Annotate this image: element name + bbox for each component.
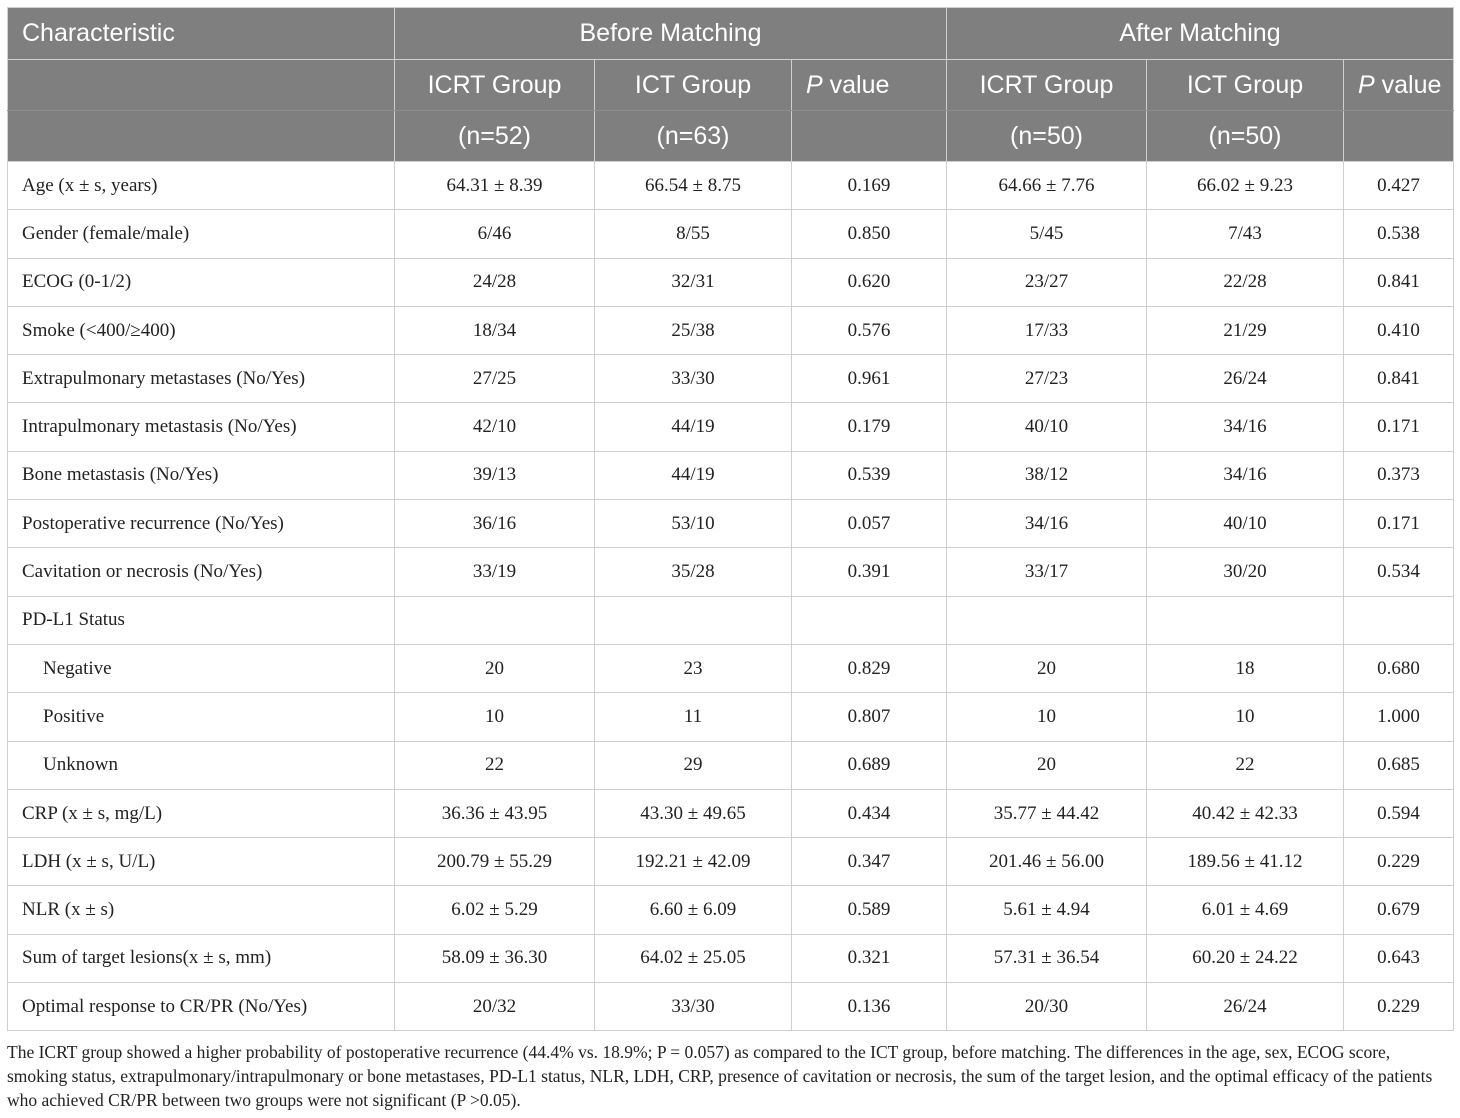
before-icrt-value: 24/28 xyxy=(395,258,595,306)
before-p-value: 0.589 xyxy=(792,886,947,934)
table-row xyxy=(8,500,1454,548)
header-empty-cell xyxy=(1344,111,1454,162)
row-label: Unknown xyxy=(8,741,395,789)
after-p-value: 1.000 xyxy=(1344,693,1454,741)
after-icrt-value: 57.31 ± 36.54 xyxy=(947,934,1147,982)
before-ict-value: 192.21 ± 42.09 xyxy=(595,838,792,886)
before-icrt-value: 27/25 xyxy=(395,355,595,403)
table-row xyxy=(8,741,1454,789)
header-empty-cell xyxy=(8,60,395,111)
before-icrt-value: 200.79 ± 55.29 xyxy=(395,838,595,886)
after-p-value: 0.680 xyxy=(1344,644,1454,692)
row-label: Intrapulmonary metastasis (No/Yes) xyxy=(8,403,395,451)
after-p-value: 0.538 xyxy=(1344,210,1454,258)
before-ict-value: 44/19 xyxy=(595,403,792,451)
before-p-value: 0.321 xyxy=(792,934,947,982)
table-row xyxy=(8,644,1454,692)
table-row xyxy=(8,210,1454,258)
after-ict-value: 34/16 xyxy=(1147,451,1344,499)
row-label: Positive xyxy=(8,693,395,741)
table-row xyxy=(8,403,1454,451)
after-ict-value: 22 xyxy=(1147,741,1344,789)
before-icrt-value: 18/34 xyxy=(395,306,595,354)
table-row xyxy=(8,162,1454,210)
after-icrt-value: 33/17 xyxy=(947,548,1147,596)
after-icrt-value: 10 xyxy=(947,693,1147,741)
after-ict-value: 18 xyxy=(1147,644,1344,692)
before-ict-value: 8/55 xyxy=(595,210,792,258)
before-p-value: 0.829 xyxy=(792,644,947,692)
table-row xyxy=(8,355,1454,403)
header-characteristic: Characteristic xyxy=(8,8,395,60)
header-after-icrt-n: (n=50) xyxy=(947,111,1147,162)
row-label: Gender (female/male) xyxy=(8,210,395,258)
before-p-value: 0.434 xyxy=(792,789,947,837)
after-p-value: 0.643 xyxy=(1344,934,1454,982)
after-icrt-value: 5/45 xyxy=(947,210,1147,258)
before-icrt-value: 6/46 xyxy=(395,210,595,258)
before-ict-value: 43.30 ± 49.65 xyxy=(595,789,792,837)
after-icrt-value: 27/23 xyxy=(947,355,1147,403)
before-p-value xyxy=(792,596,947,644)
after-p-value: 0.841 xyxy=(1344,258,1454,306)
before-p-value: 0.576 xyxy=(792,306,947,354)
header-empty-cell xyxy=(8,111,395,162)
before-p-value: 0.169 xyxy=(792,162,947,210)
before-p-value: 0.807 xyxy=(792,693,947,741)
after-icrt-value: 20/30 xyxy=(947,983,1147,1031)
before-ict-value: 33/30 xyxy=(595,355,792,403)
before-ict-value: 25/38 xyxy=(595,306,792,354)
row-label: ECOG (0-1/2) xyxy=(8,258,395,306)
after-p-value: 0.841 xyxy=(1344,355,1454,403)
row-label: LDH (x ± s, U/L) xyxy=(8,838,395,886)
after-ict-value: 40/10 xyxy=(1147,500,1344,548)
before-ict-value: 64.02 ± 25.05 xyxy=(595,934,792,982)
header-after-ict-n: (n=50) xyxy=(1147,111,1344,162)
row-label: Bone metastasis (No/Yes) xyxy=(8,451,395,499)
before-icrt-value: 6.02 ± 5.29 xyxy=(395,886,595,934)
row-label: Optimal response to CR/PR (No/Yes) xyxy=(8,983,395,1031)
before-icrt-value xyxy=(395,596,595,644)
after-p-value: 0.534 xyxy=(1344,548,1454,596)
row-label: Cavitation or necrosis (No/Yes) xyxy=(8,548,395,596)
after-ict-value xyxy=(1147,596,1344,644)
header-before-ict-group: ICT Group xyxy=(595,60,792,111)
after-icrt-value: 34/16 xyxy=(947,500,1147,548)
row-label: Sum of target lesions(x ± s, mm) xyxy=(8,934,395,982)
header-after-icrt-group: ICRT Group xyxy=(947,60,1147,111)
header-after-matching: After Matching xyxy=(947,8,1454,60)
header-row-columns xyxy=(8,60,1454,111)
after-ict-value: 26/24 xyxy=(1147,355,1344,403)
before-icrt-value: 36/16 xyxy=(395,500,595,548)
after-ict-value: 66.02 ± 9.23 xyxy=(1147,162,1344,210)
before-icrt-value: 20/32 xyxy=(395,983,595,1031)
after-ict-value: 10 xyxy=(1147,693,1344,741)
after-ict-value: 189.56 ± 41.12 xyxy=(1147,838,1344,886)
before-p-value: 0.689 xyxy=(792,741,947,789)
after-ict-value: 34/16 xyxy=(1147,403,1344,451)
p-letter: P xyxy=(806,70,823,99)
table-body xyxy=(8,162,1454,1031)
after-icrt-value: 35.77 ± 44.42 xyxy=(947,789,1147,837)
row-label: Extrapulmonary metastases (No/Yes) xyxy=(8,355,395,403)
table-row xyxy=(8,983,1454,1031)
after-icrt-value: 64.66 ± 7.76 xyxy=(947,162,1147,210)
before-icrt-value: 58.09 ± 36.30 xyxy=(395,934,595,982)
after-icrt-value: 20 xyxy=(947,644,1147,692)
after-ict-value: 30/20 xyxy=(1147,548,1344,596)
header-after-ict-group: ICT Group xyxy=(1147,60,1344,111)
header-before-ict-n: (n=63) xyxy=(595,111,792,162)
before-p-value: 0.136 xyxy=(792,983,947,1031)
p-letter: P xyxy=(1358,70,1375,99)
baseline-characteristics-table-wrapper xyxy=(7,7,1453,1031)
after-icrt-value: 17/33 xyxy=(947,306,1147,354)
after-icrt-value: 5.61 ± 4.94 xyxy=(947,886,1147,934)
before-icrt-value: 33/19 xyxy=(395,548,595,596)
before-ict-value: 44/19 xyxy=(595,451,792,499)
p-value-suffix: value xyxy=(1374,70,1442,99)
baseline-characteristics-table xyxy=(7,7,1454,1031)
row-label: Age (x ± s, years) xyxy=(8,162,395,210)
header-before-matching: Before Matching xyxy=(395,8,947,60)
after-p-value: 0.229 xyxy=(1344,983,1454,1031)
table-row xyxy=(8,886,1454,934)
before-p-value: 0.391 xyxy=(792,548,947,596)
before-ict-value: 6.60 ± 6.09 xyxy=(595,886,792,934)
before-p-value: 0.620 xyxy=(792,258,947,306)
table-row-section-pd-l1 xyxy=(8,596,1454,644)
after-icrt-value: 38/12 xyxy=(947,451,1147,499)
after-p-value: 0.171 xyxy=(1344,500,1454,548)
before-ict-value: 11 xyxy=(595,693,792,741)
after-p-value xyxy=(1344,596,1454,644)
row-label: NLR (x ± s) xyxy=(8,886,395,934)
table-row xyxy=(8,306,1454,354)
table-row xyxy=(8,789,1454,837)
after-p-value: 0.229 xyxy=(1344,838,1454,886)
before-icrt-value: 22 xyxy=(395,741,595,789)
table-footnote: The ICRT group showed a higher probability of postoperative recurrence (44.4% vs. 18.9%; P = 0.057) as compared to the ICT group, before matching. The differences in the age, sex, ECOG score, smoking status, extrapulmonary/intrapulmonary or bone metastases, PD-L1 status, NLR, LDH, CRP, presence of cavitation or necrosis, the sum of the target lesion, and the optimal efficacy of the patients who achieved CR/PR between two groups were not significant (P >0.05). xyxy=(7,1042,1433,1110)
before-icrt-value: 10 xyxy=(395,693,595,741)
row-label: Postoperative recurrence (No/Yes) xyxy=(8,500,395,548)
before-p-value: 0.539 xyxy=(792,451,947,499)
header-empty-cell xyxy=(792,111,947,162)
before-icrt-value: 36.36 ± 43.95 xyxy=(395,789,595,837)
table-header xyxy=(8,8,1454,162)
before-icrt-value: 42/10 xyxy=(395,403,595,451)
before-icrt-value: 64.31 ± 8.39 xyxy=(395,162,595,210)
before-ict-value xyxy=(595,596,792,644)
after-icrt-value: 23/27 xyxy=(947,258,1147,306)
before-ict-value: 29 xyxy=(595,741,792,789)
p-value-suffix: value xyxy=(822,70,890,99)
after-ict-value: 40.42 ± 42.33 xyxy=(1147,789,1344,837)
table-row xyxy=(8,548,1454,596)
after-p-value: 0.373 xyxy=(1344,451,1454,499)
after-icrt-value: 20 xyxy=(947,741,1147,789)
after-icrt-value: 201.46 ± 56.00 xyxy=(947,838,1147,886)
header-after-p-value xyxy=(1344,60,1454,111)
after-ict-value: 22/28 xyxy=(1147,258,1344,306)
after-p-value: 0.594 xyxy=(1344,789,1454,837)
after-ict-value: 21/29 xyxy=(1147,306,1344,354)
table-row xyxy=(8,693,1454,741)
after-p-value: 0.679 xyxy=(1344,886,1454,934)
after-ict-value: 26/24 xyxy=(1147,983,1344,1031)
header-before-icrt-group: ICRT Group xyxy=(395,60,595,111)
before-ict-value: 35/28 xyxy=(595,548,792,596)
after-icrt-value xyxy=(947,596,1147,644)
table-row xyxy=(8,258,1454,306)
after-icrt-value: 40/10 xyxy=(947,403,1147,451)
before-ict-value: 66.54 ± 8.75 xyxy=(595,162,792,210)
after-ict-value: 7/43 xyxy=(1147,210,1344,258)
before-p-value: 0.179 xyxy=(792,403,947,451)
table-row xyxy=(8,934,1454,982)
before-p-value: 0.347 xyxy=(792,838,947,886)
header-row-sample-sizes xyxy=(8,111,1454,162)
before-p-value: 0.057 xyxy=(792,500,947,548)
before-ict-value: 23 xyxy=(595,644,792,692)
header-row-groups xyxy=(8,8,1454,60)
before-icrt-value: 39/13 xyxy=(395,451,595,499)
before-ict-value: 32/31 xyxy=(595,258,792,306)
table-row xyxy=(8,838,1454,886)
after-p-value: 0.171 xyxy=(1344,403,1454,451)
header-before-icrt-n: (n=52) xyxy=(395,111,595,162)
after-p-value: 0.410 xyxy=(1344,306,1454,354)
before-ict-value: 53/10 xyxy=(595,500,792,548)
after-ict-value: 60.20 ± 24.22 xyxy=(1147,934,1344,982)
before-p-value: 0.850 xyxy=(792,210,947,258)
header-before-p-value xyxy=(792,60,947,111)
after-p-value: 0.427 xyxy=(1344,162,1454,210)
row-label: PD-L1 Status xyxy=(8,596,395,644)
row-label: Negative xyxy=(8,644,395,692)
before-icrt-value: 20 xyxy=(395,644,595,692)
row-label: CRP (x ± s, mg/L) xyxy=(8,789,395,837)
before-p-value: 0.961 xyxy=(792,355,947,403)
row-label: Smoke (<400/≥400) xyxy=(8,306,395,354)
before-ict-value: 33/30 xyxy=(595,983,792,1031)
table-row xyxy=(8,451,1454,499)
after-p-value: 0.685 xyxy=(1344,741,1454,789)
after-ict-value: 6.01 ± 4.69 xyxy=(1147,886,1344,934)
